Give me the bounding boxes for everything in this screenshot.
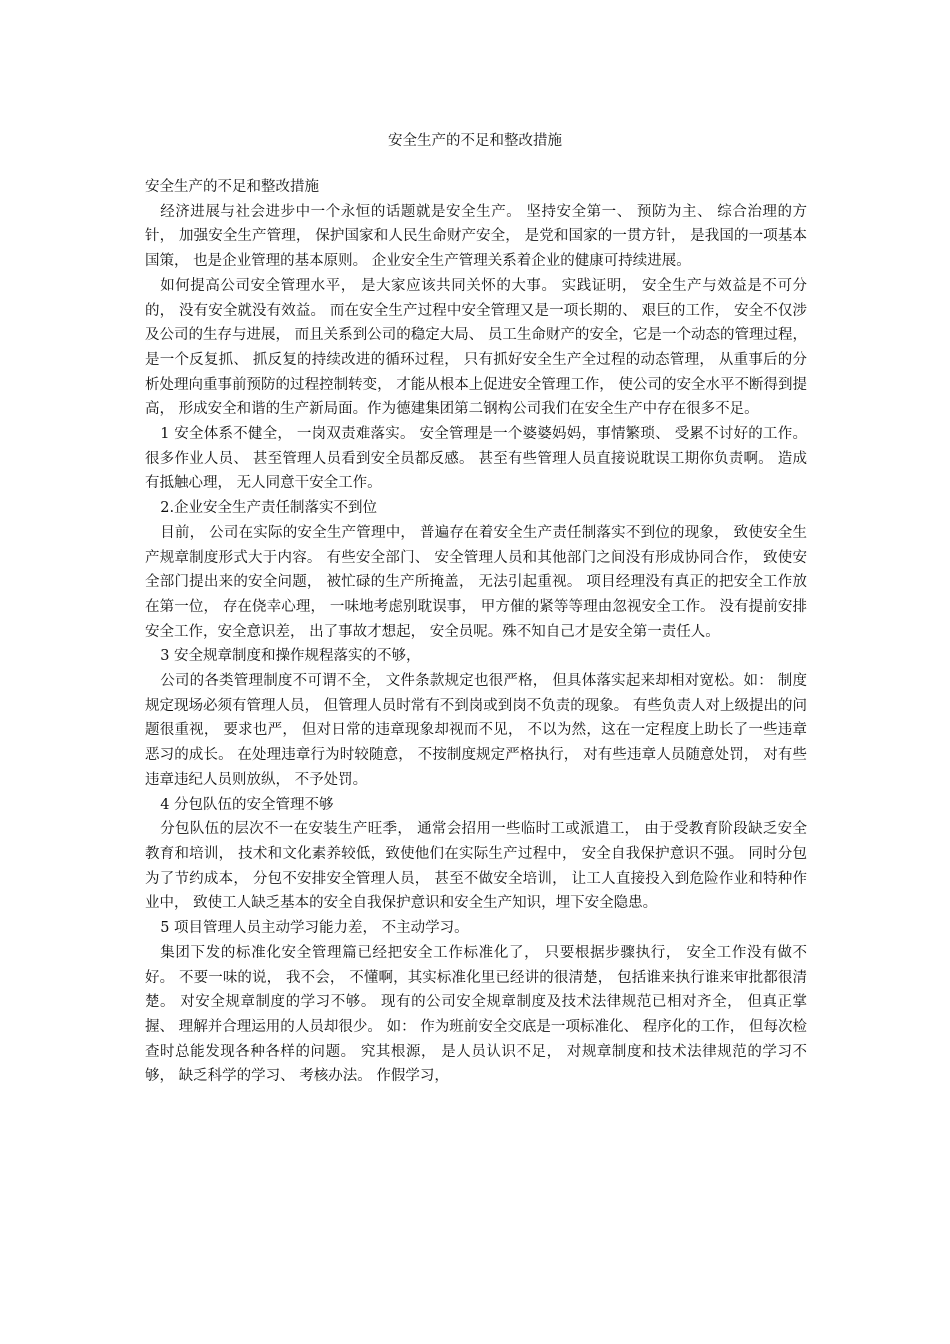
document-subtitle: 安全生产的不足和整改措施 bbox=[145, 179, 319, 195]
paragraph: 公司的各类管理制度不可谓不全， 文件条款规定也很严格， 但具体落实起来却相对宽松。如： 制度规定现场必须有管理人员， 但管理人员时常有不到岗或到岗不负责的现象。 有些负责人对上级提出的问题很重视， 要求也严， 但对日常的违章现象却视而不见， 不以为然，这在一定程度上助长了一些违章恶习的成长。 在处理违章行为时较随意， 不按制度规定严格执行， 对有些违章人员随意处罚， 对有些违章违纪人员则放纵， 不予处罚。 bbox=[145, 673, 807, 788]
paragraph: 目前， 公司在实际的安全生产管理中， 普遍存在着安全生产责任制落实不到位的现象， 致使安全生产规章制度形式大于内容。 有些安全部门、 安全管理人员和其他部门之间没有形成协同合作， 致使安全部门提出来的安全问题， 被忙碌的生产所掩盖， 无法引起重视。 项目经理没有真正的把安全工作放在第一位， 存在侥幸心理， 一味地考虑别耽误事， 甲方催的紧等等理由忽视安全工作。 没有提前安排安全工作，安全意识差， 出了事故才想起， 安全员呢。殊不知自己才是安全第一责任人。 bbox=[145, 524, 807, 640]
paragraph: 2.企业安全生产责任制落实不到位 bbox=[160, 500, 378, 517]
paragraph: 1 安全体系不健全， 一岗双责难落实。 安全管理是一个婆婆妈妈，事情繁琐、 受累不讨好的工作。 很多作业人员、 甚至管理人员看到安全员都反感。 甚至有些管理人员直接说耽误工期你负责啊。 造成有抵触心理， 无人同意干安全工作。 bbox=[145, 426, 807, 492]
paragraph: 3 安全规章制度和操作规程落实的不够， bbox=[160, 648, 421, 665]
paragraph: 如何提高公司安全管理水平， 是大家应该共同关怀的大事。 实践证明， 安全生产与效益是不可分的， 没有安全就没有效益。 而在安全生产过程中安全管理又是一项长期的、 艰巨的工作， 安全不仅涉及公司的生存与进展， 而且关系到公司的稳定大局、 员工生命财产的安全，它是一个动态的管理过程， 是一个反复抓、 抓反复的持续改进的循环过程， 只有抓好安全生产全过程的动态管理， 从重事后的分析处理向重事前预防的过程控制转变， 才能从根本上促进安全管理工作， 使公司的安全水平不断得到提高， 形成安全和谐的生产新局面。作为德建集团第二钢构公司我们在安全生产中存在很多不足。 bbox=[145, 277, 807, 418]
paragraph: 5 项目管理人员主动学习能力差， 不主动学习。 bbox=[160, 920, 469, 937]
document-body bbox=[145, 175, 807, 1089]
paragraph: 4 分包队伍的安全管理不够 bbox=[160, 796, 334, 813]
paragraph: 集团下发的标准化安全管理篇已经把安全工作标准化了， 只要根据步骤执行， 安全工作没有做不好。 不要一味的说， 我不会， 不懂啊，其实标准化里已经讲的很清楚， 包括谁来执行谁来审批都很清楚。 对安全规章制度的学习不够。 现有的公司安全规章制度及技术法律规范已相对齐全， 但真正掌握、 理解并合理运用的人员却很少。 如： 作为班前安全交底是一项标准化、 程序化的工作， 但每次检查时总能发现各种各样的问题。 究其根源， 是人员认识不足， 对规章制度和技术法律规范的学习不够， 缺乏科学的学习、 考核办法。 作假学习， bbox=[145, 944, 807, 1085]
document-title: 安全生产的不足和整改措施 bbox=[388, 133, 562, 149]
paragraph: 经济进展与社会进步中一个永恒的话题就是安全生产。 坚持安全第一、 预防为主、 综合治理的方针， 加强安全生产管理， 保护国家和人民生命财产安全， 是党和国家的一贯方针， 是我国的一项基本国策， 也是企业管理的基本原则。 企业安全生产管理关系着企业的健康可持续进展。 bbox=[145, 203, 807, 270]
paragraph: 分包队伍的层次不一在安装生产旺季， 通常会招用一些临时工或派遣工， 由于受教育阶段缺乏安全教育和培训， 技术和文化素养较低，致使他们在实际生产过程中， 安全自我保护意识不强。 同时分包为了节约成本， 分包不安排安全管理人员， 甚至不做安全培训， 让工人直接投入到危险作业和特种作业中， 致使工人缺乏基本的安全自我保护意识和安全生产知识，埋下安全隐患。 bbox=[145, 821, 807, 912]
